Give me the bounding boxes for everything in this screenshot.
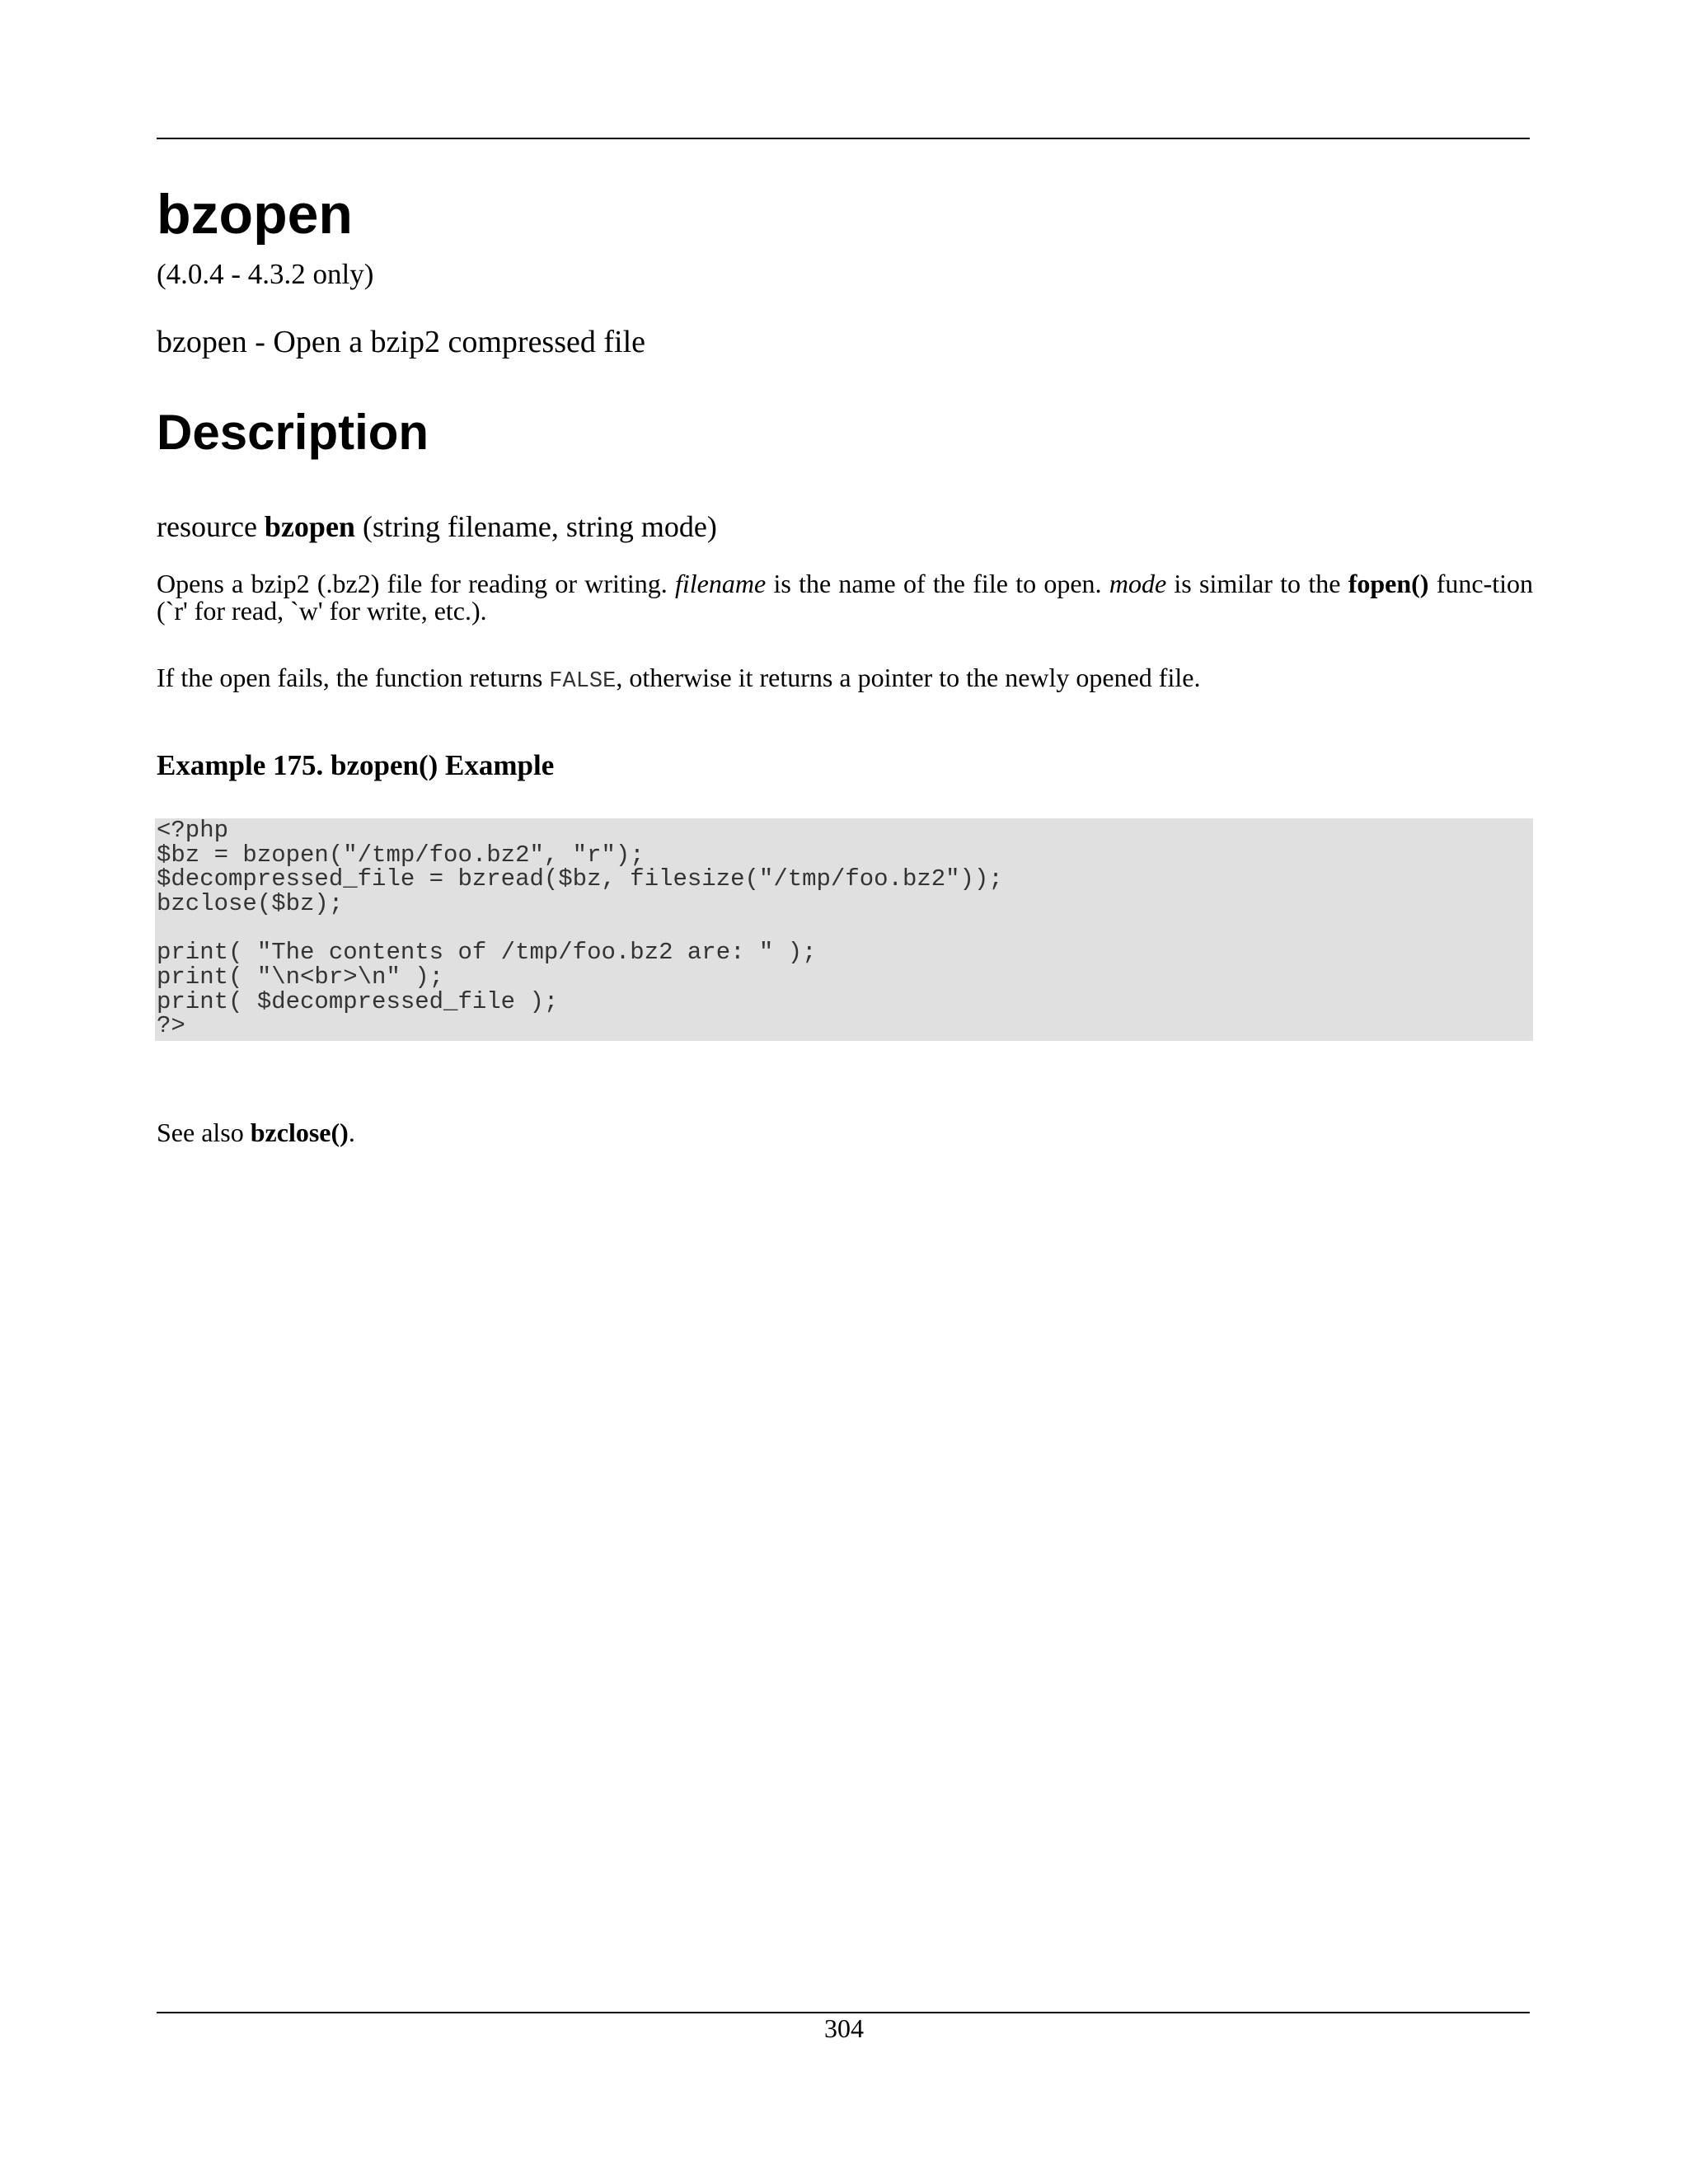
- page-number: 304: [824, 2013, 864, 2043]
- page-title: bzopen: [157, 183, 353, 246]
- description-paragraph: [157, 570, 1533, 625]
- code-listing: [157, 818, 1003, 1038]
- return-type: resource: [157, 510, 257, 543]
- code-line: <?php: [157, 817, 229, 844]
- see-also-text: See also: [157, 1118, 251, 1147]
- code-line: print( "\n<br>\n" );: [157, 963, 444, 991]
- description-text: is the name of the file to open.: [766, 569, 1109, 598]
- param-filename: filename: [675, 569, 767, 598]
- code-line: bzclose($bz);: [157, 889, 344, 917]
- function-synopsis: [157, 509, 717, 545]
- code-line: ?>: [157, 1012, 185, 1040]
- fopen-link[interactable]: fopen(): [1348, 569, 1429, 598]
- ref-purpose: bzopen - Open a bzip2 compressed file: [157, 325, 646, 359]
- see-also-text: .: [348, 1118, 355, 1147]
- return-text: If the open fails, the function returns: [157, 663, 550, 692]
- header-rule: [157, 138, 1530, 139]
- code-line: print( $decompressed_file );: [157, 987, 559, 1015]
- return-text: , otherwise it returns a pointer to the newly opened file.: [616, 663, 1201, 692]
- description-text: Opens a bzip2 (.bz2) file for reading or writing.: [157, 569, 675, 598]
- function-params: (string filename, string mode): [362, 510, 717, 543]
- description-text: is similar to the: [1166, 569, 1348, 598]
- false-literal: FALSE: [549, 669, 617, 694]
- version-info: (4.0.4 - 4.3.2 only): [157, 258, 374, 290]
- see-also: [157, 1117, 355, 1148]
- bzclose-link[interactable]: bzclose(): [250, 1118, 349, 1147]
- example-title: Example 175. bzopen() Example: [157, 749, 555, 781]
- param-mode: mode: [1109, 569, 1167, 598]
- description-text: func-tion (`r' for read, `w' for write, etc.).: [157, 569, 1534, 626]
- function-name: bzopen: [264, 510, 355, 543]
- section-heading: Description: [157, 405, 429, 460]
- code-line: $decompressed_file = bzread($bz, filesize("/tmp/foo.bz2"));: [157, 865, 1003, 893]
- code-line: print( "The contents of /tmp/foo.bz2 are: " );: [157, 939, 817, 967]
- code-line: $bz = bzopen("/tmp/foo.bz2", "r");: [157, 841, 645, 869]
- code-blank-line: [157, 916, 1003, 940]
- return-paragraph: [157, 662, 1200, 695]
